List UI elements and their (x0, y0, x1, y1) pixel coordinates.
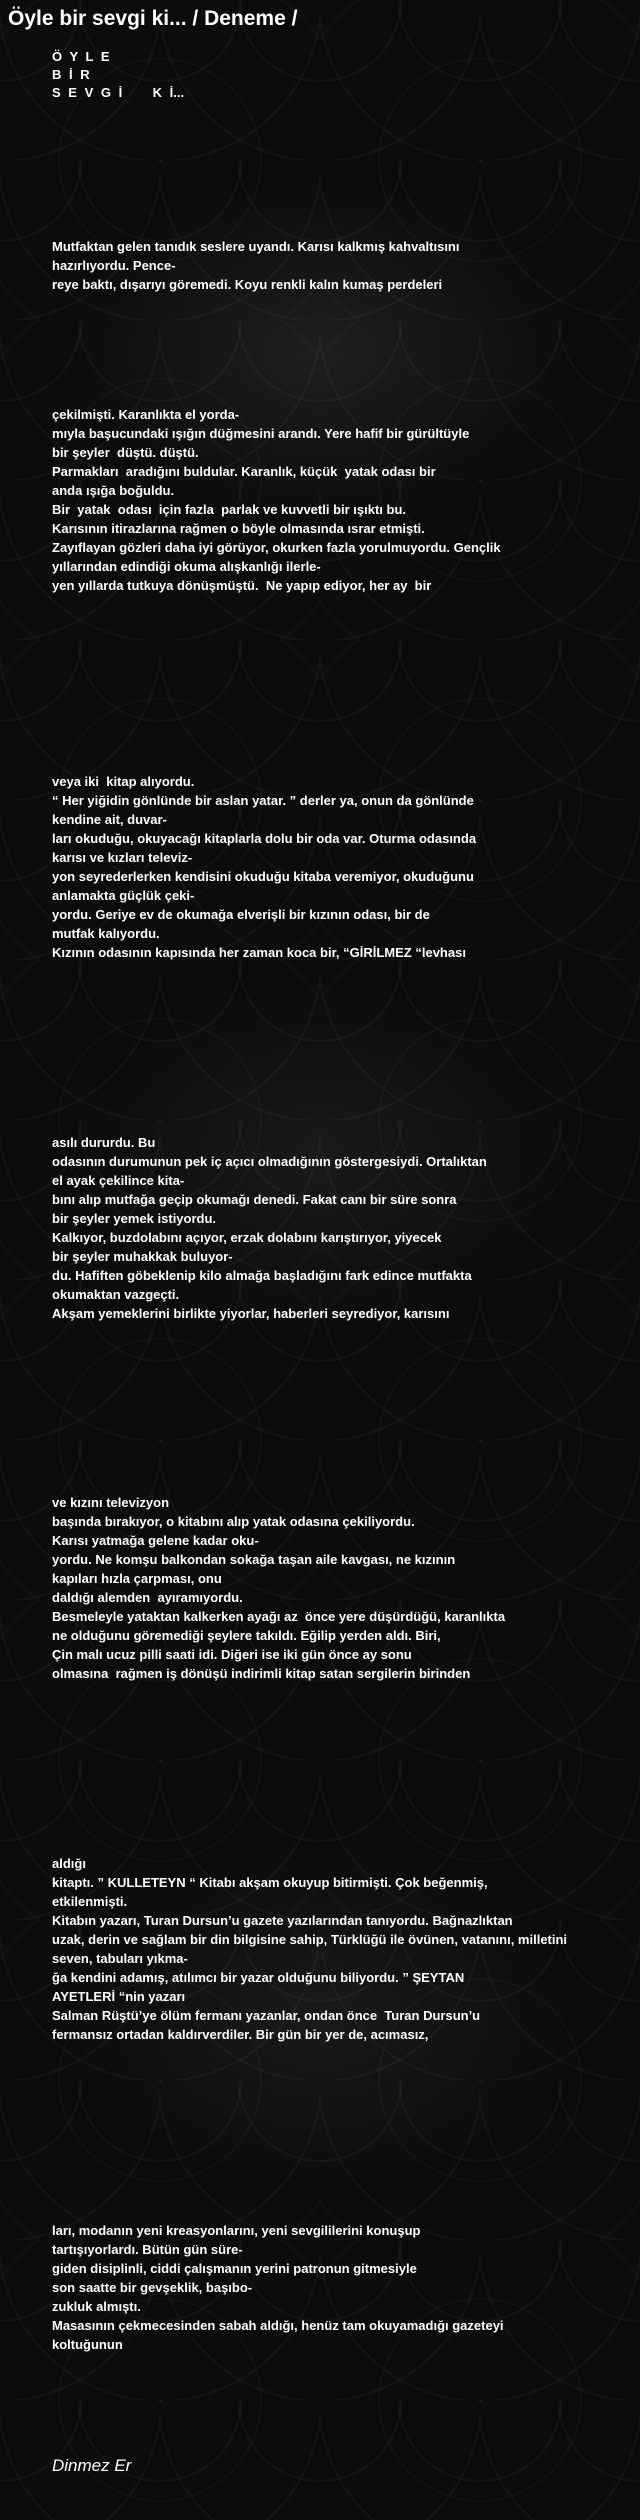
text-line: olmasına rağmen iş dönüşü indirimli kitap satan sergilerin birinden (52, 1666, 471, 1681)
text-line: okumaktan vazgeçti. (52, 1287, 180, 1302)
text-line: mutfak kalıyordu. (52, 926, 160, 941)
stanza (52, 237, 640, 294)
text-line: Kızının odasının kapısında her zaman koca bir, “GİRİLMEZ “levhası (52, 945, 466, 960)
text-line: el ayak çekilince kita- (52, 1173, 185, 1188)
text-line: kendine ait, duvar- (52, 812, 167, 827)
text-line: Masasının çekmecesinden sabah aldığı, henüz tam okuyamadığı gazeteyi (52, 2318, 504, 2333)
text-line: bını alıp mutfağa geçip okumağı denedi. Fakat canı bir süre sonra (52, 1192, 457, 1207)
text-line: reye baktı, dışarıyı göremedi. Koyu renkli kalın kumaş perdeleri (52, 277, 443, 292)
text-line: Karısı yatmağa gelene kadar oku- (52, 1533, 259, 1548)
text-line: başında bırakıyor, o kitabını alıp yatak odasına çekiliyordu. (52, 1514, 415, 1529)
text-line: aldığı (52, 1856, 86, 1871)
text-line: karısı ve kızları televiz- (52, 850, 193, 865)
text-line: Zayıflayan gözleri daha iyi görüyor, okurken fazla yorulmuyordu. Gençlik (52, 540, 501, 555)
text-line: kapıları hızla çarpması, onu (52, 1571, 222, 1586)
text-line: son saatte bir gevşeklik, başıbo- (52, 2280, 253, 2295)
text-line: bir şeyler düştü. düştü. (52, 445, 199, 460)
text-line: ne olduğunu göremediği şeylere takıldı. Eğilip yerden aldı. Biri, (52, 1628, 441, 1643)
text-line: etkilenmişti. (52, 1894, 128, 1909)
poem-title: Öyle bir sevgi ki... / Deneme / (8, 7, 298, 30)
text-line: yordu. Geriye ev de okumağa elverişli bir kızının odası, bir de (52, 907, 430, 922)
text-line: AYETLERİ “nin yazarı (52, 1989, 186, 2004)
text-line: yıllarından edindiği okuma alışkanlığı ilerle- (52, 559, 321, 574)
text-line: giden disiplinli, ciddi çalışmanın yerini patronun gitmesiyle (52, 2261, 417, 2276)
text-line: du. Hafiften göbeklenip kilo almağa başladığını fark edince mutfakta (52, 1268, 472, 1283)
text-line: ve kızını televizyon (52, 1495, 170, 1510)
text-line: Karısının itirazlarına rağmen o böyle olmasında ısrar etmişti. (52, 521, 425, 536)
text-line: Kitabın yazarı, Turan Dursun’u gazete yazılarından tanıyordu. Bağnazlıktan (52, 1913, 513, 1928)
text-line: bir şeyler yemek istiyordu. (52, 1211, 217, 1226)
text-line: daldığı alemden ayıramıyordu. (52, 1590, 243, 1605)
heading-line: S E V G İ K İ... (52, 85, 185, 100)
text-line: tartışıyorlardı. Bütün gün süre- (52, 2242, 243, 2257)
stanza (52, 1133, 640, 1323)
poem-heading (52, 48, 184, 102)
text-line: anda ışığa boğuldu. (52, 483, 175, 498)
text-line: Mutfaktan gelen tanıdık seslere uyandı. Karısı kalkmış kahvaltısını (52, 239, 460, 254)
stanza (52, 772, 640, 962)
text-line: Akşam yemeklerini birlikte yiyorlar, haberleri seyrediyor, karısını (52, 1306, 450, 1321)
text-line: Parmakları aradığını buldular. Karanlık, küçük yatak odası bir (52, 464, 436, 479)
stanza (52, 1493, 640, 1683)
stanza (52, 1854, 640, 2044)
text-line: Bir yatak odası için fazla parlak ve kuvvetli bir ışıktı bu. (52, 502, 407, 517)
text-line: Kalkıyor, buzdolabını açıyor, erzak dolabını karıştırıyor, yiyecek (52, 1230, 442, 1245)
text-line: kitaptı. ” KULLETEYN “ Kitabı akşam okuyup bitirmişti. Çok beğenmiş, (52, 1875, 488, 1890)
text-line: koltuğunun (52, 2337, 123, 2352)
text-line: ğa kendini adamış, atılımcı bir yazar olduğunu biliyordu. ” ŞEYTAN (52, 1970, 465, 1985)
stanza (52, 405, 640, 595)
text-line: odasının durumunun pek iç açıcı olmadığının göstergesiydi. Ortalıktan (52, 1154, 487, 1169)
text-line: Salman Rüştü’ye ölüm fermanı yazanlar, ondan önce Turan Dursun’u (52, 2008, 481, 2023)
text-line: “ Her yiğidin gönlünde bir aslan yatar. ” derler ya, onun da gönlünde (52, 793, 474, 808)
text-line: ları okuduğu, okuyacağı kitaplarla dolu bir oda var. Oturma odasında (52, 831, 477, 846)
text-line: Besmeleyle yataktan kalkerken ayağı az önce yere düşürdüğü, karanlıkta (52, 1609, 506, 1624)
text-line: hazırlıyordu. Pence- (52, 258, 176, 273)
heading-line: Ö Y L E (52, 49, 110, 64)
text-line: mıyla başucundaki ışığın düğmesini arandı. Yere hafif bir gürültüyle (52, 426, 470, 441)
text-line: asılı dururdu. Bu (52, 1135, 156, 1150)
text-line: yon seyrederlerken kendisini okuduğu kitaba veremiyor, okuduğunu (52, 869, 474, 884)
heading-line: B İ R (52, 67, 90, 82)
text-line: Çin malı ucuz pilli saati idi. Diğeri ise iki gün önce ay sonu (52, 1647, 412, 1662)
text-line: yordu. Ne komşu balkondan sokağa taşan aile kavgası, ne kızının (52, 1552, 456, 1567)
text-line: zukluk almıştı. (52, 2299, 141, 2314)
text-line: fermansız ortadan kaldırverdiler. Bir gün bir yer de, acımasız, (52, 2027, 429, 2042)
text-line: yen yıllarda tutkuya dönüşmüştü. Ne yapıp ediyor, her ay bir (52, 578, 432, 593)
text-line: seven, tabuları yıkma- (52, 1951, 188, 1966)
text-line: çekilmişti. Karanlıkta el yorda- (52, 407, 240, 422)
text-line: veya iki kitap alıyordu. (52, 774, 195, 789)
text-line: bir şeyler muhakkak buluyor- (52, 1249, 233, 1264)
text-line: ları, modanın yeni kreasyonlarını, yeni sevgililerini konuşup (52, 2223, 421, 2238)
text-line: anlamakta güçlük çeki- (52, 888, 195, 903)
author-name: Dinmez Er (52, 2456, 132, 2475)
stanza (52, 2221, 640, 2354)
text-line: uzak, derin ve sağlam bir din bilgisine sahip, Türklüğü ile övünen, vatanını, milletini (52, 1932, 568, 1947)
